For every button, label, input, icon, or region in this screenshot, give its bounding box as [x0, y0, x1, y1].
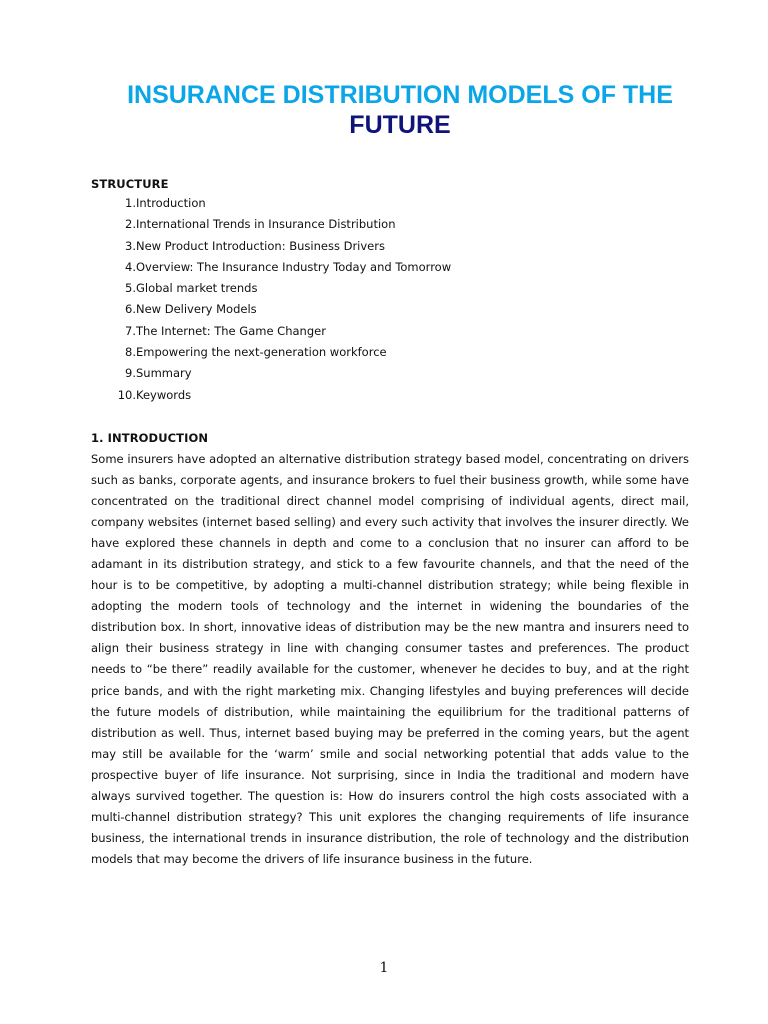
structure-item-label: Global market trends [136, 281, 258, 296]
title-line-1: INSURANCE DISTRIBUTION MODELS OF THE [127, 81, 673, 109]
structure-list-item [91, 195, 206, 216]
structure-list-item [91, 238, 385, 259]
structure-item-number: 9. [125, 366, 136, 381]
structure-list [91, 195, 452, 408]
structure-item-number: 2. [125, 217, 136, 232]
structure-list-item [91, 344, 387, 365]
structure-list-item [91, 301, 257, 322]
structure-item-label: Introduction [136, 196, 206, 210]
document-title [0, 80, 768, 140]
introduction-paragraph: Some insurers have adopted an alternative distribution strategy based model, concentrating on drivers such as banks, corporate agents, and insurance brokers to fuel their business growth, while some have concentrated on the traditional direct channel model comprising of individual agents, direct mail, company websites (internet based selling) and every such activity that involves the insurer directly. We have explored these channels in depth and come to a conclusion that no insurer can afford to be adamant in its distribution strategy, and stick to a few favourite channels, and that the need of the hour is to be competitive, by adopting a multi-channel distribution strategy; while being flexible in adopting the modern tools of technology and the internet in widening the boundaries of the distribution box. In short, innovative ideas of distribution may be the new mantra and insurers need to align their business strategy in line with changing consumer tastes and preferences. The product needs to “be there” readily available for the customer, whenever he decides to buy, and at the right price bands, and with the right marketing mix. Changing lifestyles and buying preferences will decide the future models of distribution, while maintaining the equilibrium for the traditional patterns of distribution as well. Thus, internet based buying may be preferred in the coming years, but the agent may still be available for the ‘warm’ smile and social networking potential that adds value to the prospective buyer of life insurance. Not surprising, since in India the traditional and modern have always survived together. The question is: How do insurers control the high costs associated with a multi-channel distribution strategy? This unit explores the changing requirements of life insurance business, the international trends in insurance distribution, the role of technology and the distribution models that may become the drivers of life insurance business in the future. [91, 452, 689, 866]
structure-item-label: Empowering the next-generation workforce [136, 345, 387, 360]
structure-item-number: 5. [125, 281, 136, 296]
structure-heading: STRUCTURE [91, 177, 169, 191]
structure-item-label: Keywords [136, 387, 192, 402]
structure-item-label: International Trends in Insurance Distribution [136, 217, 396, 232]
structure-item-number: 4. [125, 259, 136, 274]
page-number: 1 [379, 960, 389, 976]
structure-item-label: The Internet: The Game Changer [136, 323, 326, 338]
structure-item-label: Summary [136, 366, 192, 381]
title-line-2: FUTURE [349, 111, 451, 139]
structure-item-number: 3. [125, 238, 136, 253]
structure-item-label: New Product Introduction: Business Drivers [136, 238, 385, 253]
structure-list-item [91, 387, 192, 408]
structure-item-label: New Delivery Models [136, 302, 257, 317]
structure-list-item [91, 259, 452, 280]
structure-item-number: 8. [125, 345, 136, 360]
structure-item-number: 7. [125, 323, 136, 338]
structure-item-label: Overview: The Insurance Industry Today and Tomorrow [136, 259, 452, 274]
structure-list-item [91, 365, 192, 386]
structure-item-number: 10. [117, 387, 136, 402]
structure-list-item [91, 280, 258, 301]
structure-item-number: 1. [125, 196, 136, 210]
introduction-heading: 1. INTRODUCTION [91, 431, 209, 445]
structure-list-item [91, 216, 396, 237]
structure-item-number: 6. [125, 302, 136, 317]
structure-list-item [91, 323, 326, 344]
